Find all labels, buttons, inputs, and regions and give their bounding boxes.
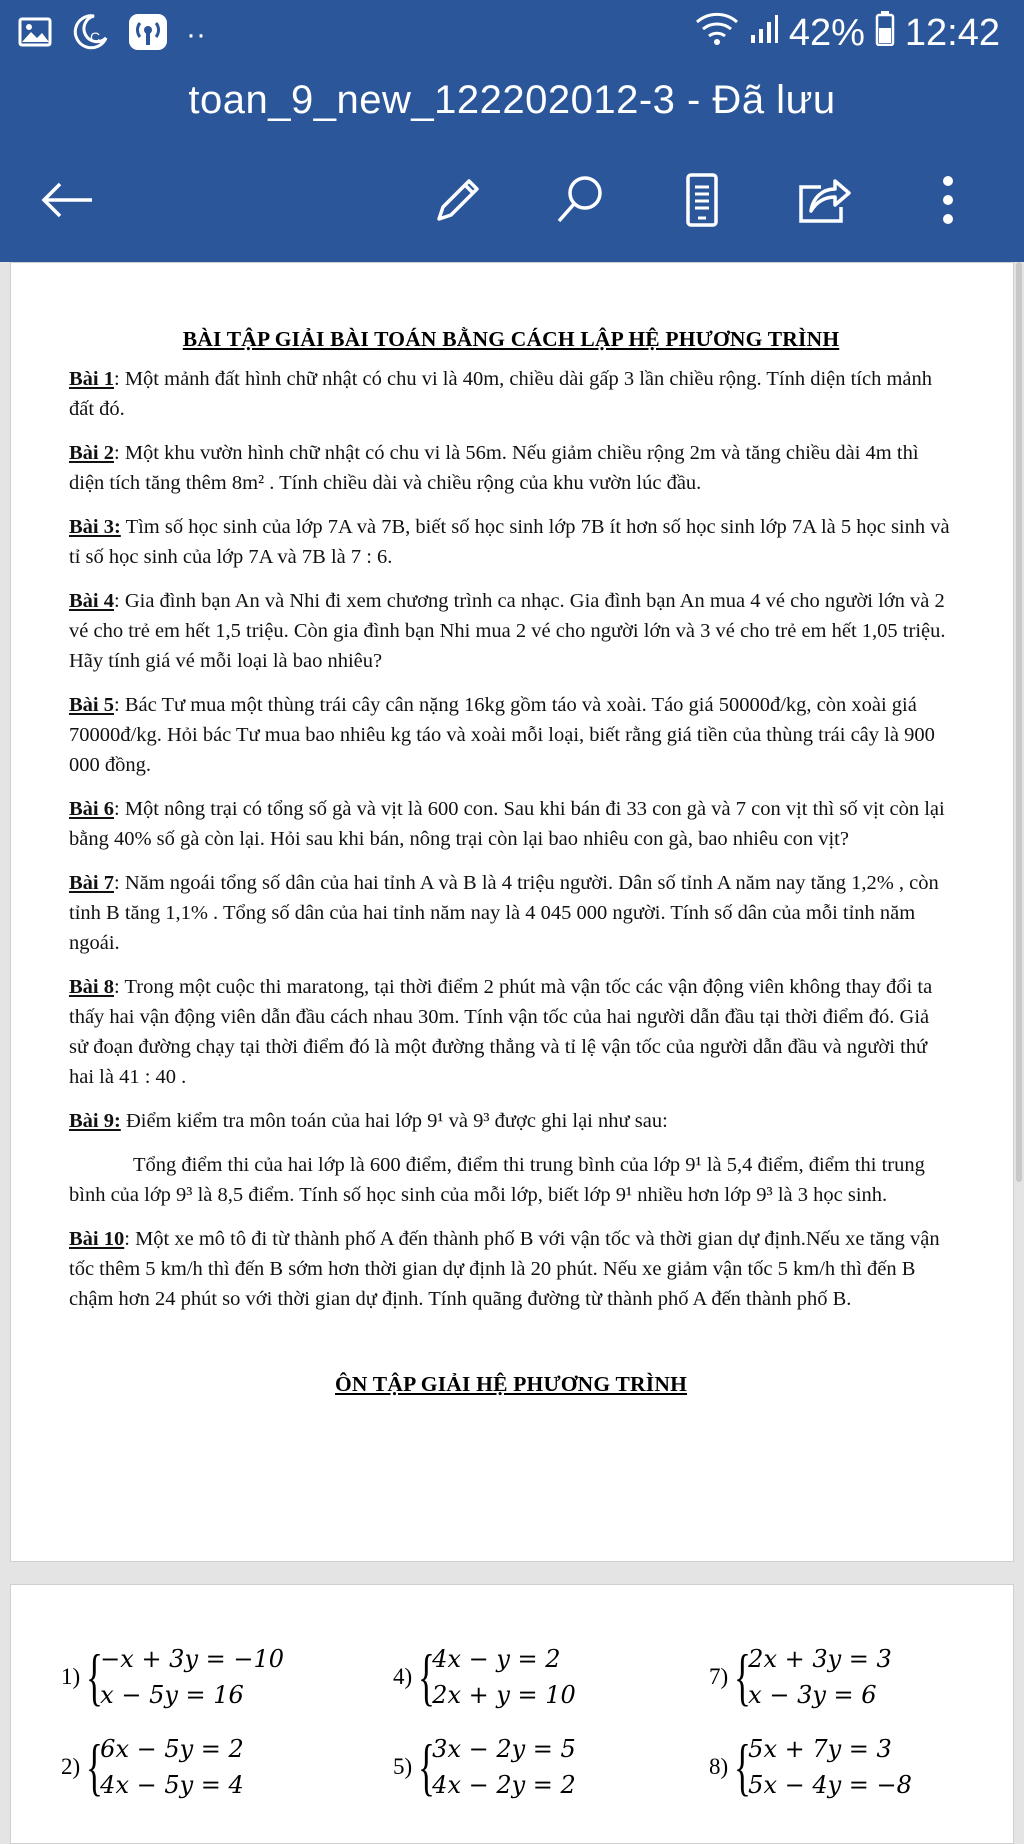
exercise-label: Bài 1 [69, 368, 114, 390]
svg-text:C: C [90, 29, 101, 45]
mobile-view-icon [682, 172, 722, 228]
status-bar [0, 0, 1024, 70]
battery-percent: 42% [788, 11, 865, 54]
exercise-paragraph [69, 512, 953, 572]
share-icon [795, 173, 853, 227]
toolbar [0, 160, 1024, 240]
exercise-text: Tổng điểm thi của hai lớp là 600 điểm, điểm thi trung bình của lớp 9¹ là 5,4 điểm, điểm thi trung bình của lớp 9³ là 8,5 điểm. Tính số học sinh của mỗi lớp, biết lớp 9¹ nhiều hơn lớp 9³ là 3 học sinh. [69, 1154, 925, 1206]
document-title: toan_9_new_122202012-3 - Đã lưu [188, 78, 836, 122]
equation: x − 5y = 16 [100, 1681, 244, 1709]
exercise-paragraph [69, 690, 953, 780]
exercise-text: Một nông trại có tổng số gà và vịt là 600 con. Sau khi bán đi 33 con gà và 7 con vịt thì số vịt còn lại bằng 40% số gà còn lại. Hỏi sau khi bán, nông trại còn lại bao nhiêu con gà, bao nhiêu con vịt? [69, 798, 945, 850]
equation: 5x + 7y = 3 [748, 1735, 892, 1763]
system-number: 7) [709, 1664, 729, 1689]
exercise-text: Một mảnh đất hình chữ nhật có chu vi là 40m, chiều dài gấp 3 lần chiều rộng. Tính diện tích mảnh đất đó. [69, 368, 933, 420]
exercise-text: Trong một cuộc thi maratong, tại thời điểm 2 phút mà vận tốc các vận động viên không thay đổi ta thấy hai vận động viên dẫn đầu cách nhau 30m. Tính vận tốc của hai người dẫn đầu tại thời điểm đó. Giả sử đoạn đường chạy tại thời điểm đó là một đường thẳng và tỉ lệ vận tốc của người dẫn đầu và người thứ hai là 41 : 40 . [69, 976, 933, 1088]
exercise-label: Bài 4 [69, 590, 114, 612]
equation-system [709, 1731, 912, 1802]
equation: 5x − 4y = −8 [748, 1771, 912, 1799]
equation: 2x + y = 10 [432, 1681, 576, 1709]
system-number: 1) [61, 1664, 81, 1689]
brace-symbol: { [86, 1731, 104, 1802]
equation: −x + 3y = −10 [100, 1645, 285, 1673]
night-mode-icon [70, 12, 110, 57]
pencil-icon [431, 173, 485, 227]
exercise-paragraph [69, 1150, 953, 1210]
clock: 12:42 [904, 11, 1000, 54]
exercise-paragraph [69, 1224, 953, 1314]
system-number: 5) [393, 1754, 413, 1779]
equation-system [709, 1641, 892, 1712]
brace-symbol: { [734, 1641, 752, 1712]
system-number: 4) [393, 1664, 413, 1689]
brace-symbol: { [418, 1731, 436, 1802]
search-button[interactable] [540, 160, 620, 240]
exercise-label: Bài 3: [69, 516, 121, 538]
exercise-list [69, 364, 953, 1314]
exercise-label: Bài 10 [69, 1228, 125, 1250]
brace-symbol: { [86, 1641, 104, 1712]
exercise-paragraph [69, 438, 953, 498]
exercise-label: Bài 9: [69, 1110, 121, 1132]
system-number: 2) [61, 1754, 81, 1779]
exercise-label: Bài 2 [69, 442, 114, 464]
equation: x − 3y = 6 [748, 1681, 877, 1709]
exercise-label: Bài 5 [69, 694, 114, 716]
scrollbar[interactable] [1016, 262, 1022, 1182]
exercise-text: Năm ngoái tổng số dân của hai tỉnh A và B là 4 triệu người. Dân số tỉnh A năm nay tăng 1,2% , còn tỉnh B tăng 1,1% . Tổng số dân của hai tỉnh năm nay là 4 045 000 người. Tính số dân của mỗi tỉnh năm ngoái. [69, 872, 939, 954]
exercise-paragraph [69, 794, 953, 854]
page-title: BÀI TẬP GIẢI BÀI TOÁN BẰNG CÁCH LẬP HỆ PHƯƠNG TRÌNH [182, 327, 840, 351]
wifi-icon [695, 10, 739, 56]
back-arrow-icon [38, 180, 94, 220]
status-dots: ·· [186, 17, 206, 51]
exercise-label-separator: : [114, 368, 120, 390]
section-title: ÔN TẬP GIẢI HỆ PHƯƠNG TRÌNH [334, 1372, 688, 1396]
exercise-text: Bác Tư mua một thùng trái cây cân nặng 16kg gồm táo và xoài. Táo giá 50000đ/kg, còn xoài giá 70000đ/kg. Hỏi bác Tư mua bao nhiêu kg táo và xoài mỗi loại, biết rằng giá tiền của thùng trái cây là 900 000 đồng. [69, 694, 935, 776]
more-vertical-icon [938, 173, 958, 227]
exercise-label-separator: : [114, 442, 120, 464]
exercise-label-separator: : [114, 872, 120, 894]
exercise-paragraph [69, 868, 953, 958]
equation: 2x + 3y = 3 [748, 1645, 892, 1673]
edit-button[interactable] [418, 160, 498, 240]
exercise-text: Tìm số học sinh của lớp 7A và 7B, biết số học sinh lớp 7B ít hơn số học sinh lớp 7A là 5 học sinh và tỉ số học sinh của lớp 7A và 7B là 7 : 6. [69, 516, 950, 568]
exercise-label-separator: : [114, 976, 120, 998]
document-page-1[interactable] [10, 262, 1014, 1562]
brace-symbol: { [734, 1731, 752, 1802]
equation-system [393, 1731, 576, 1802]
equation: 4x − 2y = 2 [432, 1771, 576, 1799]
search-icon [553, 173, 607, 227]
exercise-label-separator: : [114, 798, 120, 820]
share-button[interactable] [784, 160, 864, 240]
exercise-text: Một khu vườn hình chữ nhật có chu vi là 56m. Nếu giảm chiều rộng 2m và tăng chiều dài 4m thì diện tích tăng thêm 8m² . Tính chiều dài và chiều rộng của khu vườn lúc đầu. [69, 442, 919, 494]
exercise-text: Gia đình bạn An và Nhi đi xem chương trình ca nhạc. Gia đình bạn An mua 4 vé cho người lớn và 2 vé cho trẻ em hết 1,5 triệu. Còn gia đình bạn Nhi mua 2 vé cho người lớn và 3 vé cho trẻ em hết 1,05 triệu. Hãy tính giá vé mỗi loại là bao nhiêu? [69, 590, 946, 672]
reading-view-button[interactable] [662, 160, 742, 240]
app-bar [0, 0, 1024, 262]
equation: 3x − 2y = 5 [432, 1735, 576, 1763]
exercise-paragraph [69, 1106, 953, 1136]
document-page-2[interactable] [10, 1584, 1014, 1844]
gallery-icon [18, 17, 52, 52]
back-button[interactable] [26, 160, 106, 240]
exercise-paragraph [69, 364, 953, 424]
exercise-label-separator: : [124, 1228, 130, 1250]
battery-icon [875, 10, 895, 56]
system-number: 8) [709, 1754, 729, 1779]
signal-icon [749, 12, 779, 55]
equation-system [61, 1641, 285, 1712]
exercise-label-separator: : [114, 590, 120, 612]
equation: 4x − 5y = 4 [100, 1771, 244, 1799]
exercise-label-separator: : [114, 694, 120, 716]
hotspot-icon [128, 13, 168, 56]
exercise-paragraph [69, 586, 953, 676]
exercise-label: Bài 7 [69, 872, 114, 894]
exercise-text: Điểm kiểm tra môn toán của hai lớp 9¹ và 9³ được ghi lại như sau: [120, 1110, 668, 1132]
equation: 4x − y = 2 [432, 1645, 561, 1673]
equation: 6x − 5y = 2 [100, 1735, 244, 1763]
brace-symbol: { [418, 1641, 436, 1712]
exercise-label: Bài 8 [69, 976, 114, 998]
exercise-label: Bài 6 [69, 798, 114, 820]
equation-system [393, 1641, 576, 1712]
equation-system [61, 1731, 244, 1802]
exercise-text: Một xe mô tô đi từ thành phố A đến thành phố B với vận tốc và thời gian dự định.Nếu xe tăng vận tốc thêm 5 km/h thì đến B sớm hơn thời gian dự định là 20 phút. Nếu xe giảm vận tốc 5 km/h thì đến B chậm hơn 24 phút so với thời gian dự định. Tính quãng đường từ thành phố A đến thành phố B. [69, 1228, 940, 1310]
more-options-button[interactable] [908, 160, 988, 240]
exercise-paragraph [69, 972, 953, 1092]
